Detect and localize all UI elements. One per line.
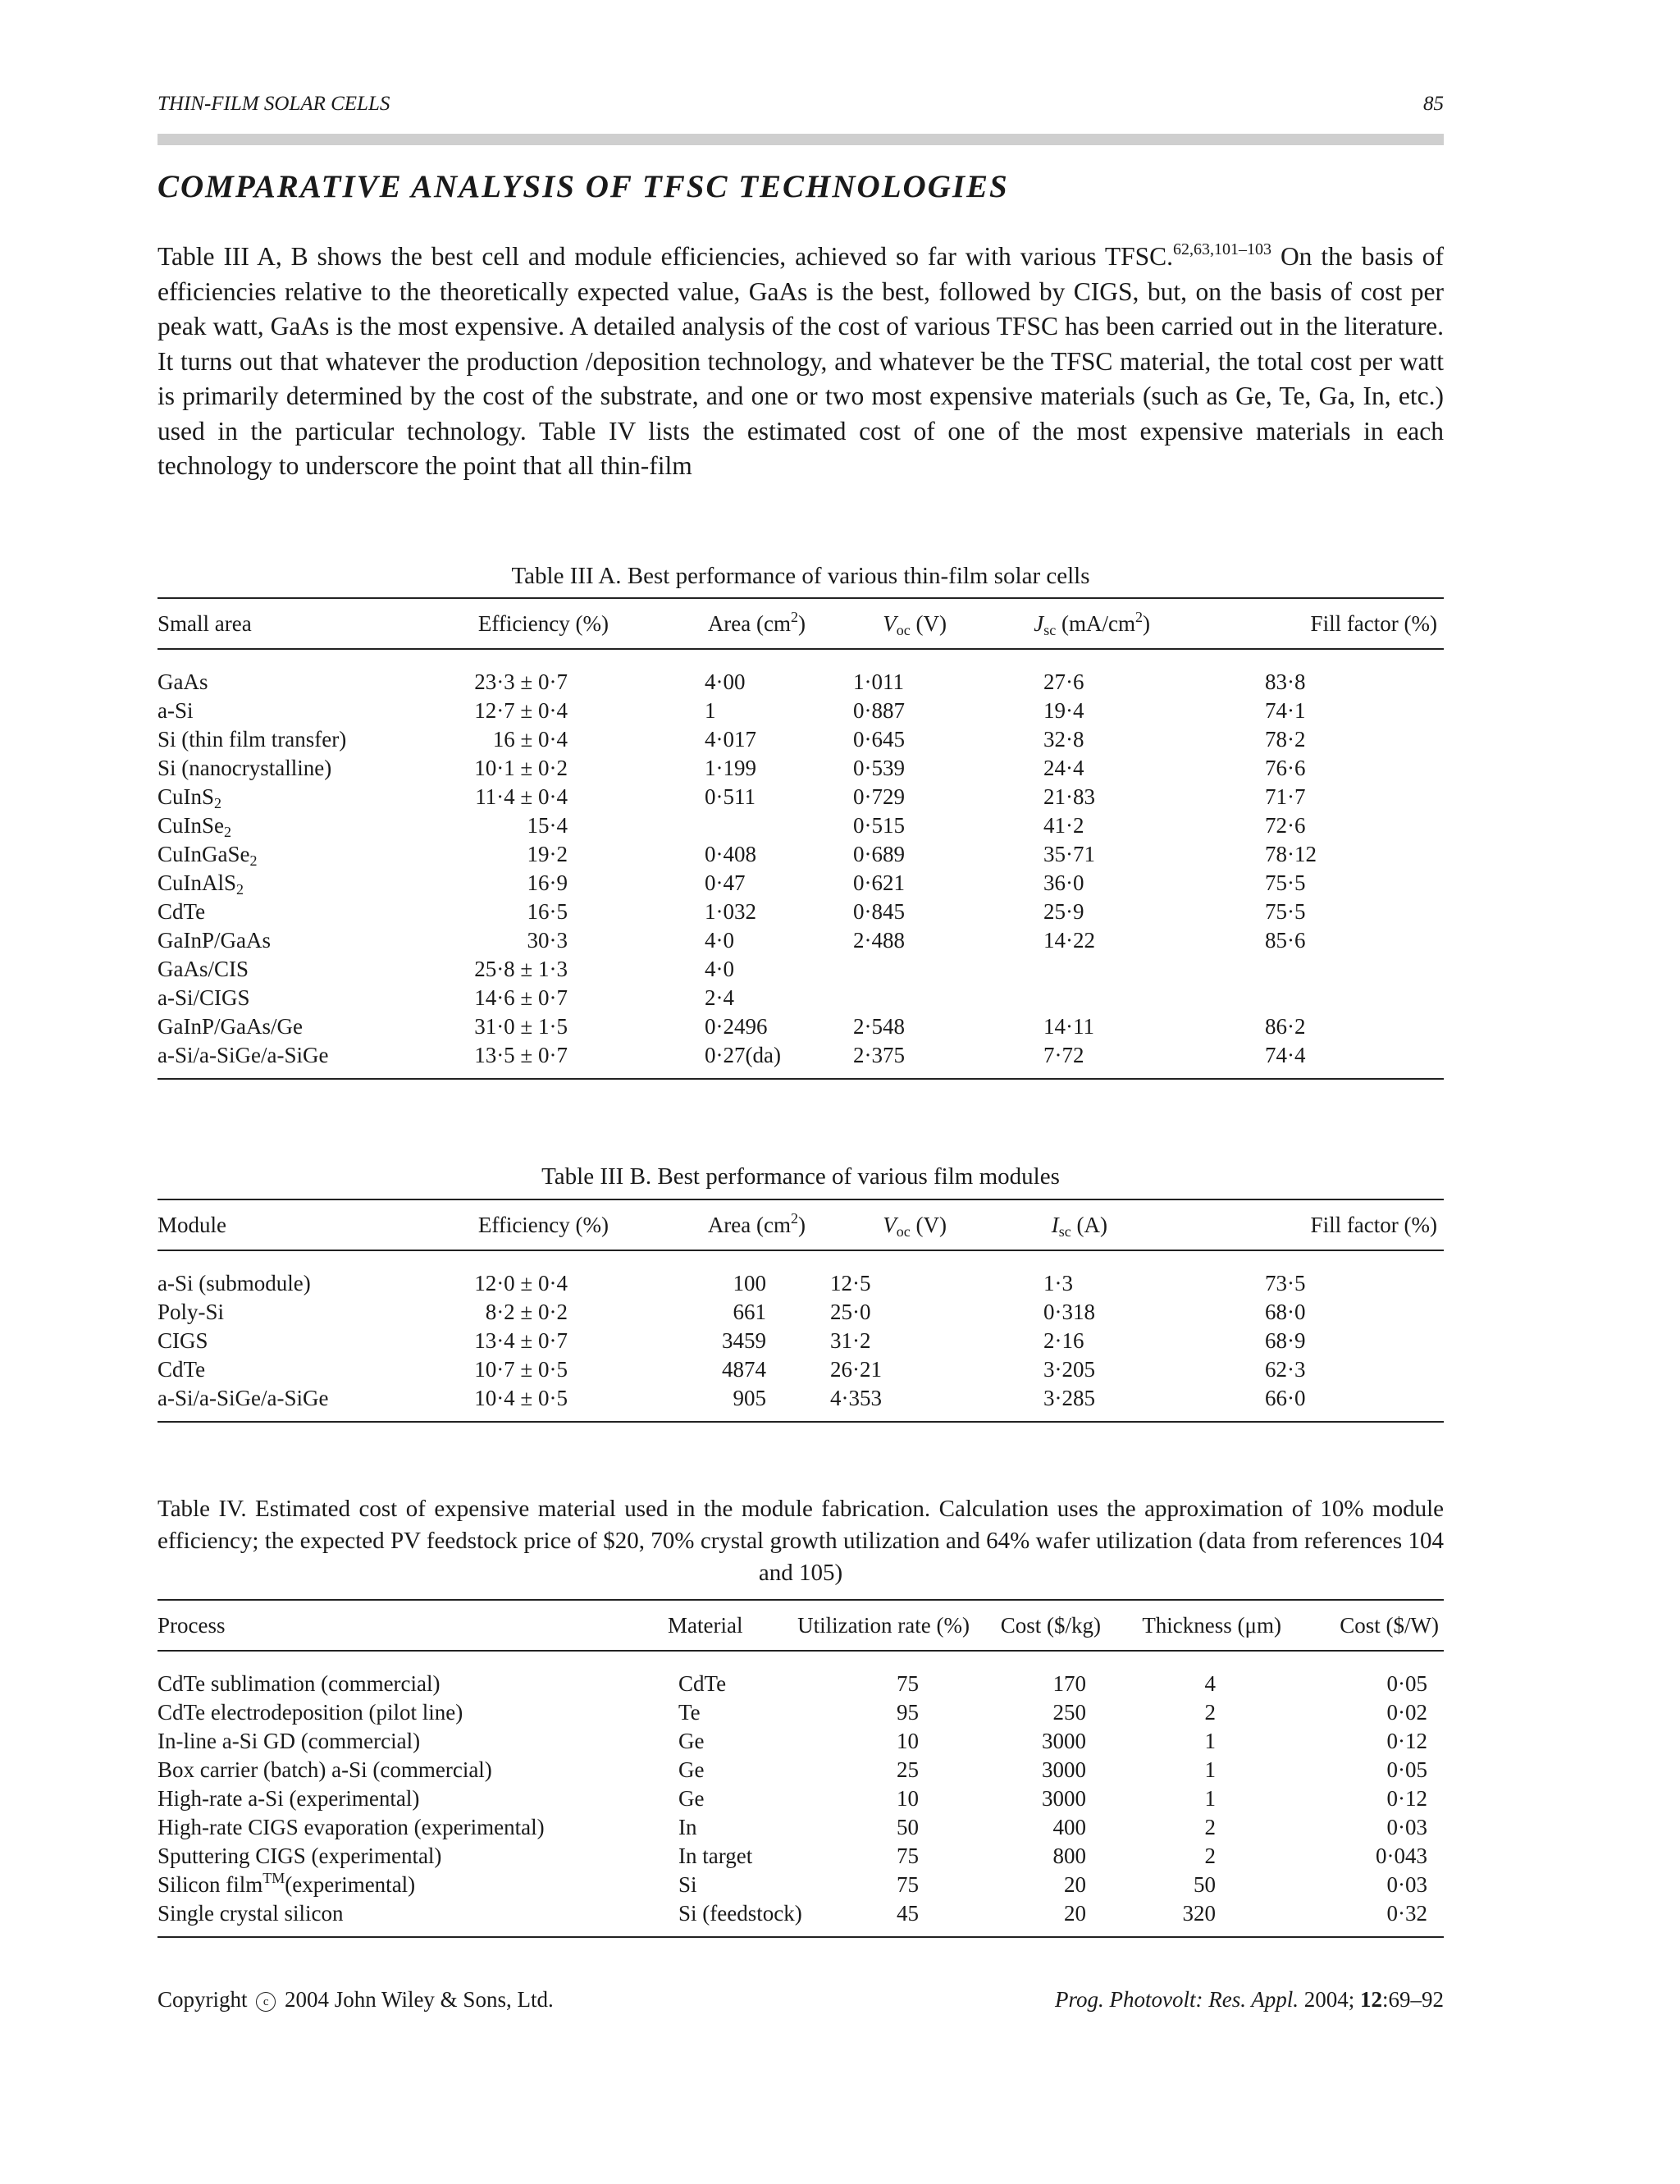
cell-voc: 26·21 — [830, 1357, 882, 1382]
cell-voc: 0·689 — [853, 842, 905, 866]
cell-cost-kg: 170 — [1052, 1671, 1086, 1696]
cell-area: 1·032 — [705, 899, 756, 924]
process-name: Single crystal silicon — [158, 1901, 344, 1926]
table-3a — [158, 597, 1444, 1080]
material-name: Si (nanocrystalline) — [158, 756, 332, 780]
cell-voc — [814, 955, 953, 984]
cell-area: 0·47 — [705, 870, 746, 895]
cell-area: 3459 — [722, 1328, 766, 1353]
cell-jsc: 41·2 — [1043, 813, 1084, 838]
cell-process — [158, 1899, 658, 1937]
material-name: a-Si/CIGS — [158, 985, 250, 1010]
cell-material: Ge — [678, 1786, 705, 1811]
header-rule — [158, 134, 1444, 145]
table-row — [158, 926, 1444, 955]
table-row — [158, 1384, 1444, 1422]
cell-voc: 0·845 — [853, 899, 905, 924]
material-name: CuInS — [158, 784, 215, 809]
cell-jsc: 14·11 — [1043, 1014, 1094, 1039]
cell-area: 1 — [705, 698, 716, 723]
cell-area: 2·4 — [705, 985, 734, 1010]
table-row — [158, 725, 1444, 754]
voc-symbol: V — [883, 1212, 897, 1237]
cell-voc: 0·539 — [853, 756, 905, 780]
cell-cost-kg: 800 — [1052, 1844, 1086, 1868]
table-row — [158, 984, 1444, 1012]
voc-unit: (V) — [910, 1212, 947, 1237]
cell-voc: 12·5 — [830, 1271, 871, 1295]
table-3a-caption: Table III A. Best performance of various thin-film solar cells — [511, 563, 1090, 589]
table-row — [158, 898, 1444, 926]
cell-thickness: 320 — [1101, 1899, 1281, 1937]
material-name: GaAs — [158, 669, 208, 694]
table-3a-header-row — [158, 598, 1444, 649]
process-name: Box carrier (batch) a-Si (commercial) — [158, 1757, 492, 1782]
copyright — [158, 1987, 554, 2013]
table-3b-header-efficiency: Efficiency (%) — [428, 1199, 609, 1250]
cell-jsc: 7·72 — [953, 1041, 1166, 1079]
cell-jsc: 24·4 — [1043, 756, 1084, 780]
area-sup: 2 — [791, 1209, 798, 1227]
cell-fill-factor: 68·9 — [1265, 1328, 1306, 1353]
cell-jsc — [953, 955, 1166, 984]
material-name: CuInSe — [158, 813, 224, 838]
cell-thickness: 2 — [1204, 1815, 1216, 1839]
table-4-caption: Table IV. Estimated cost of expensive material used in the module fabrication. Calculation uses the approximation of 10% module efficiency; the expected PV feedstock price of $20, 70% crystal growth utilization and 64% wafer utilization (data from references 104 and 105) — [158, 1496, 1444, 1586]
table-row — [158, 1298, 1444, 1327]
cell-fill-factor — [1166, 984, 1444, 1012]
cell-cost-kg: 20 — [1064, 1872, 1086, 1897]
jsc-unit: (mA/cm — [1056, 610, 1135, 636]
cell-efficiency: 30·3 — [527, 928, 568, 953]
area-label: Area (cm — [707, 1212, 791, 1237]
intro-text-2: On the basis of efficiencies relative to the theoretically expected value, GaAs is the best, followed by CIGS, but, on the basis of cost per peak watt, GaAs is the most expensive. A detailed analysis of the cost of various TFSC has been carried out in the literature. It turns out that whatever the production /deposition technology, and whatever be the TFSC material, the total cost per watt is primarily determined by the cost of the substrate, and one or two most expensive materials (such as Ge, Te, Ga, In, etc.) used in the particular technology. Table IV lists the estimated cost of one of the most expensive materials in each technology to underscore the point that all thin-film — [158, 242, 1444, 480]
material-name: GaInP/GaAs — [158, 928, 271, 953]
cell-module: a-Si (submodule) — [158, 1271, 311, 1295]
cell-efficiency: 31·0 ± 1·5 — [474, 1014, 568, 1039]
process-name: High-rate CIGS evaporation (experimental) — [158, 1815, 545, 1839]
cell-jsc: 27·6 — [1043, 669, 1084, 694]
cell-voc: 2·375 — [814, 1041, 953, 1079]
cell-efficiency: 16·9 — [527, 870, 568, 895]
cell-area: 0·511 — [705, 784, 756, 809]
cell-process — [158, 1651, 658, 1698]
cell-efficiency: 19·2 — [527, 842, 568, 866]
cell-cost-w: 0·043 — [1376, 1844, 1427, 1868]
material-subscript: 2 — [224, 824, 231, 840]
cell-module: CIGS — [158, 1328, 208, 1353]
cell-utilization: 45 — [789, 1899, 970, 1937]
cell-isc: 3·205 — [1043, 1357, 1095, 1382]
cell-process — [158, 1784, 658, 1813]
cell-material: Si — [678, 1872, 697, 1897]
cell-material — [158, 1041, 428, 1079]
table-row — [158, 1727, 1444, 1756]
table-row — [158, 1813, 1444, 1842]
table-row — [158, 649, 1444, 697]
voc-sub: oc — [896, 621, 911, 638]
cell-fill-factor: 76·6 — [1265, 756, 1306, 780]
cell-fill-factor: 71·7 — [1265, 784, 1306, 809]
isc-symbol: I — [1051, 1212, 1059, 1237]
copyright-icon: c — [256, 1992, 276, 2012]
cell-material: In target — [678, 1844, 753, 1868]
cell-area — [609, 811, 814, 840]
cell-process — [158, 1842, 658, 1871]
material-name: a-Si — [158, 698, 194, 723]
area-label: Area (cm — [707, 610, 791, 636]
voc-unit: (V) — [910, 610, 947, 636]
cell-fill-factor: 85·6 — [1265, 928, 1306, 953]
cell-thickness: 1 — [1204, 1786, 1216, 1811]
cell-cost-w: 0·05 — [1386, 1757, 1427, 1782]
cell-thickness: 2 — [1204, 1844, 1216, 1868]
cell-thickness: 1 — [1204, 1729, 1216, 1753]
cell-voc: 0·621 — [853, 870, 905, 895]
cell-area: 4874 — [722, 1357, 766, 1382]
cell-material — [158, 984, 428, 1012]
material-subscript: 2 — [249, 852, 258, 869]
cell-efficiency: 12·0 ± 0·4 — [474, 1271, 568, 1295]
table-row — [158, 840, 1444, 869]
cell-material — [158, 898, 428, 926]
cell-fill-factor: 66·0 — [1166, 1384, 1444, 1422]
voc-sub: oc — [896, 1222, 911, 1240]
cell-jsc: 21·83 — [1043, 784, 1095, 809]
cell-utilization: 95 — [897, 1700, 919, 1725]
cell-jsc — [953, 984, 1166, 1012]
table-4-header-utilization: Utilization rate (%) — [789, 1600, 970, 1651]
cell-cost-w: 0·02 — [1386, 1700, 1427, 1725]
cell-voc: 0·729 — [853, 784, 905, 809]
table-4-header-cost-w: Cost ($/W) — [1281, 1600, 1444, 1651]
cell-cost-w: 0·03 — [1386, 1815, 1427, 1839]
cell-area: 661 — [733, 1300, 766, 1324]
cell-fill-factor: 73·5 — [1265, 1271, 1306, 1295]
jsc-sup: 2 — [1135, 608, 1143, 625]
cell-area: 4·0 — [705, 957, 734, 981]
cell-material — [158, 783, 428, 811]
cell-cost-kg: 3000 — [1042, 1729, 1086, 1753]
isc-unit: (A) — [1071, 1212, 1107, 1237]
cell-voc: 1·011 — [853, 669, 904, 694]
area-close: ) — [798, 610, 806, 636]
cell-voc: 31·2 — [830, 1328, 871, 1353]
cell-jsc: 19·4 — [1043, 698, 1084, 723]
cell-isc: 2·16 — [1043, 1328, 1084, 1353]
cell-fill-factor: 75·5 — [1265, 899, 1306, 924]
cell-process — [158, 1756, 658, 1784]
cell-material — [158, 926, 428, 955]
cell-module: Poly-Si — [158, 1300, 225, 1324]
table-row — [158, 811, 1444, 840]
material-name: a-Si/a-SiGe/a-SiGe — [158, 1043, 329, 1067]
copyright-holder: 2004 John Wiley & Sons, Ltd. — [285, 1987, 554, 2012]
cell-utilization: 75 — [897, 1671, 919, 1696]
cell-efficiency: 8·2 ± 0·2 — [485, 1300, 568, 1324]
table-4-header-thickness: Thickness (μm) — [1101, 1600, 1281, 1651]
cell-process — [158, 1871, 658, 1899]
table-row — [158, 1012, 1444, 1041]
cell-efficiency: 10·7 ± 0·5 — [474, 1357, 568, 1382]
cell-fill-factor: 86·2 — [1265, 1014, 1306, 1039]
cell-area: 0·408 — [705, 842, 756, 866]
table-3a-header-small-area: Small area — [158, 598, 428, 649]
table-3a-header-jsc — [953, 598, 1166, 649]
cell-isc: 1·3 — [1043, 1271, 1073, 1295]
cell-thickness: 1 — [1204, 1757, 1216, 1782]
cell-fill-factor: 78·12 — [1265, 842, 1317, 866]
cell-module: CdTe — [158, 1357, 206, 1382]
table-4 — [158, 1599, 1444, 1938]
material-name: CdTe — [158, 899, 206, 924]
table-3a-header-fill-factor: Fill factor (%) — [1166, 598, 1444, 649]
table-4-header-cost-kg: Cost ($/kg) — [970, 1600, 1101, 1651]
cell-voc: 2·488 — [853, 928, 905, 953]
cell-material: In — [678, 1815, 697, 1839]
cell-voc: 0·645 — [853, 727, 905, 752]
cell-fill-factor: 78·2 — [1265, 727, 1306, 752]
cell-material — [158, 725, 428, 754]
cell-fill-factor: 75·5 — [1265, 870, 1306, 895]
cell-efficiency: 10·4 ± 0·5 — [428, 1384, 609, 1422]
cell-voc: 25·0 — [830, 1300, 871, 1324]
table-4-header-row — [158, 1600, 1444, 1651]
cell-efficiency: 14·6 ± 0·7 — [474, 985, 568, 1010]
cell-cost-w: 0·12 — [1386, 1786, 1427, 1811]
cell-material — [158, 754, 428, 783]
cell-fill-factor: 72·6 — [1265, 813, 1306, 838]
cell-thickness: 4 — [1204, 1671, 1216, 1696]
cell-fill-factor: 68·0 — [1265, 1300, 1306, 1324]
isc-sub: sc — [1058, 1222, 1071, 1240]
table-3a-header-voc — [814, 598, 953, 649]
table-row — [158, 955, 1444, 984]
table-3a-header-area — [609, 598, 814, 649]
journal-citation — [1055, 1987, 1444, 2013]
table-row — [158, 1784, 1444, 1813]
table-3b-header-voc — [814, 1199, 953, 1250]
cell-module: a-Si/a-SiGe/a-SiGe — [158, 1384, 428, 1422]
cell-material — [158, 869, 428, 898]
cell-fill-factor — [1166, 955, 1444, 984]
cell-voc: 0·515 — [853, 813, 905, 838]
trademark-mark: TM — [262, 1870, 285, 1886]
cell-cost-kg: 3000 — [1042, 1786, 1086, 1811]
cell-process — [158, 1727, 658, 1756]
table-row — [158, 783, 1444, 811]
intro-text-1: Table III A, B shows the best cell and module efficiencies, achieved so far with various TFSC. — [158, 242, 1173, 271]
cell-cost-kg: 400 — [1052, 1815, 1086, 1839]
cell-utilization: 10 — [897, 1786, 919, 1811]
table-row — [158, 1899, 1444, 1937]
cell-jsc: 36·0 — [1043, 870, 1084, 895]
material-name: GaAs/CIS — [158, 957, 249, 981]
cell-cost-kg: 3000 — [1042, 1757, 1086, 1782]
voc-symbol: V — [883, 610, 897, 636]
jsc-sub: sc — [1043, 621, 1057, 638]
area-sup: 2 — [791, 608, 798, 625]
process-name: CdTe sublimation (commercial) — [158, 1671, 441, 1696]
cell-isc: 3·285 — [953, 1384, 1166, 1422]
cell-voc: 4·353 — [814, 1384, 953, 1422]
cell-utilization: 25 — [897, 1757, 919, 1782]
cell-efficiency: 10·1 ± 0·2 — [474, 756, 568, 780]
cell-area: 905 — [609, 1384, 814, 1422]
cell-jsc: 32·8 — [1043, 727, 1084, 752]
table-row — [158, 1651, 1444, 1698]
cell-material — [158, 697, 428, 725]
cell-jsc: 35·71 — [1043, 842, 1095, 866]
cell-jsc: 25·9 — [1043, 899, 1084, 924]
process-name: High-rate a-Si (experimental) — [158, 1786, 420, 1811]
cell-cost-w: 0·03 — [1386, 1872, 1427, 1897]
cell-material — [158, 811, 428, 840]
table-row — [158, 869, 1444, 898]
cell-cost-w: 0·12 — [1386, 1729, 1427, 1753]
process-name: Sputtering CIGS (experimental) — [158, 1844, 442, 1868]
table-4-header-process: Process — [158, 1600, 658, 1651]
cell-efficiency: 11·4 ± 0·4 — [475, 784, 568, 809]
cell-efficiency: 13·4 ± 0·7 — [474, 1328, 568, 1353]
cell-material: Si (feedstock) — [658, 1899, 789, 1937]
table-3b-header-row — [158, 1199, 1444, 1250]
table-3b-header-module: Module — [158, 1199, 428, 1250]
material-name: CuInGaSe — [158, 842, 250, 866]
table-row — [158, 754, 1444, 783]
journal-volume: 12 — [1359, 1987, 1382, 2012]
cell-material — [158, 955, 428, 984]
cell-fill-factor: 83·8 — [1265, 669, 1306, 694]
process-name: In-line a-Si GD (commercial) — [158, 1729, 421, 1753]
table-row — [158, 1327, 1444, 1355]
cell-jsc: 14·22 — [1043, 928, 1095, 953]
cell-voc — [814, 984, 953, 1012]
cell-area: 0·27(da) — [609, 1041, 814, 1079]
cell-isc: 0·318 — [1043, 1300, 1095, 1324]
table-row — [158, 1756, 1444, 1784]
table-3b-header-fill-factor: Fill factor (%) — [1166, 1199, 1444, 1250]
table-row — [158, 1698, 1444, 1727]
cell-efficiency: 16·5 — [527, 899, 568, 924]
cell-process — [158, 1813, 658, 1842]
cell-efficiency: 23·3 ± 0·7 — [474, 669, 568, 694]
intro-citation: 62,63,101–103 — [1173, 240, 1271, 258]
copyright-word: Copyright — [158, 1987, 248, 2012]
material-subscript: 2 — [214, 795, 222, 811]
cell-process — [158, 1698, 658, 1727]
table-3b-header-area — [609, 1199, 814, 1250]
cell-material — [158, 1012, 428, 1041]
cell-cost-w: 0·32 — [1281, 1899, 1444, 1937]
cell-material: Ge — [678, 1729, 705, 1753]
cell-material — [158, 649, 428, 697]
area-close: ) — [798, 1212, 806, 1237]
intro-paragraph — [158, 240, 1444, 484]
material-name: GaInP/GaAs/Ge — [158, 1014, 303, 1039]
cell-material: Ge — [678, 1757, 705, 1782]
jsc-symbol: J — [1034, 610, 1044, 636]
table-3a-header-efficiency: Efficiency (%) — [428, 598, 609, 649]
cell-efficiency: 15·4 — [527, 813, 568, 838]
cell-thickness: 2 — [1204, 1700, 1216, 1725]
cell-area: 0·2496 — [705, 1014, 768, 1039]
cell-efficiency: 25·8 ± 1·3 — [474, 957, 568, 981]
cell-efficiency: 13·5 ± 0·7 — [428, 1041, 609, 1079]
cell-cost-w: 0·05 — [1386, 1671, 1427, 1696]
cell-area: 4·0 — [705, 928, 734, 953]
table-4-header-material: Material — [658, 1600, 789, 1651]
cell-efficiency: 16 ± 0·4 — [492, 727, 568, 752]
cell-material: CdTe — [678, 1671, 727, 1696]
cell-thickness: 50 — [1194, 1872, 1216, 1897]
table-row — [158, 1871, 1444, 1899]
cell-fill-factor: 74·1 — [1265, 698, 1306, 723]
cell-material: Te — [678, 1700, 701, 1725]
journal-pages: :69–92 — [1381, 1987, 1444, 2012]
process-name: Silicon film — [158, 1872, 263, 1897]
journal-name: Prog. Photovolt: Res. Appl. — [1055, 1987, 1299, 2012]
table-row — [158, 1842, 1444, 1871]
table-3b-header-isc — [953, 1199, 1166, 1250]
cell-area: 100 — [733, 1271, 766, 1295]
cell-fill-factor: 74·4 — [1166, 1041, 1444, 1079]
table-row — [158, 1250, 1444, 1298]
cell-cost-kg: 20 — [970, 1899, 1101, 1937]
cell-voc: 2·548 — [853, 1014, 905, 1039]
cell-efficiency: 12·7 ± 0·4 — [474, 698, 568, 723]
cell-material — [158, 840, 428, 869]
cell-area: 4·017 — [705, 727, 756, 752]
jsc-close: ) — [1143, 610, 1150, 636]
material-subscript: 2 — [236, 881, 244, 898]
table-row — [158, 1355, 1444, 1384]
page-number: 85 — [1423, 93, 1444, 115]
table-row — [158, 697, 1444, 725]
running-head-title: THIN-FILM SOLAR CELLS — [158, 93, 390, 115]
material-name: CuInAlS — [158, 870, 237, 895]
cell-utilization: 75 — [897, 1844, 919, 1868]
section-title: COMPARATIVE ANALYSIS OF TFSC TECHNOLOGIES — [158, 169, 1009, 204]
process-qualifier: (experimental) — [285, 1872, 416, 1897]
cell-area: 1·199 — [705, 756, 756, 780]
cell-voc: 0·887 — [853, 698, 905, 723]
cell-utilization: 50 — [897, 1815, 919, 1839]
table-3b-caption: Table III B. Best performance of various film modules — [541, 1163, 1060, 1190]
table-3b — [158, 1199, 1444, 1423]
table-row — [158, 1041, 1444, 1079]
material-name: Si (thin film transfer) — [158, 727, 347, 752]
journal-year: 2004; — [1298, 1987, 1360, 2012]
cell-area: 4·00 — [705, 669, 746, 694]
cell-utilization: 75 — [897, 1872, 919, 1897]
cell-fill-factor: 62·3 — [1265, 1357, 1306, 1382]
cell-utilization: 10 — [897, 1729, 919, 1753]
cell-cost-kg: 250 — [1052, 1700, 1086, 1725]
process-name: CdTe electrodeposition (pilot line) — [158, 1700, 463, 1725]
